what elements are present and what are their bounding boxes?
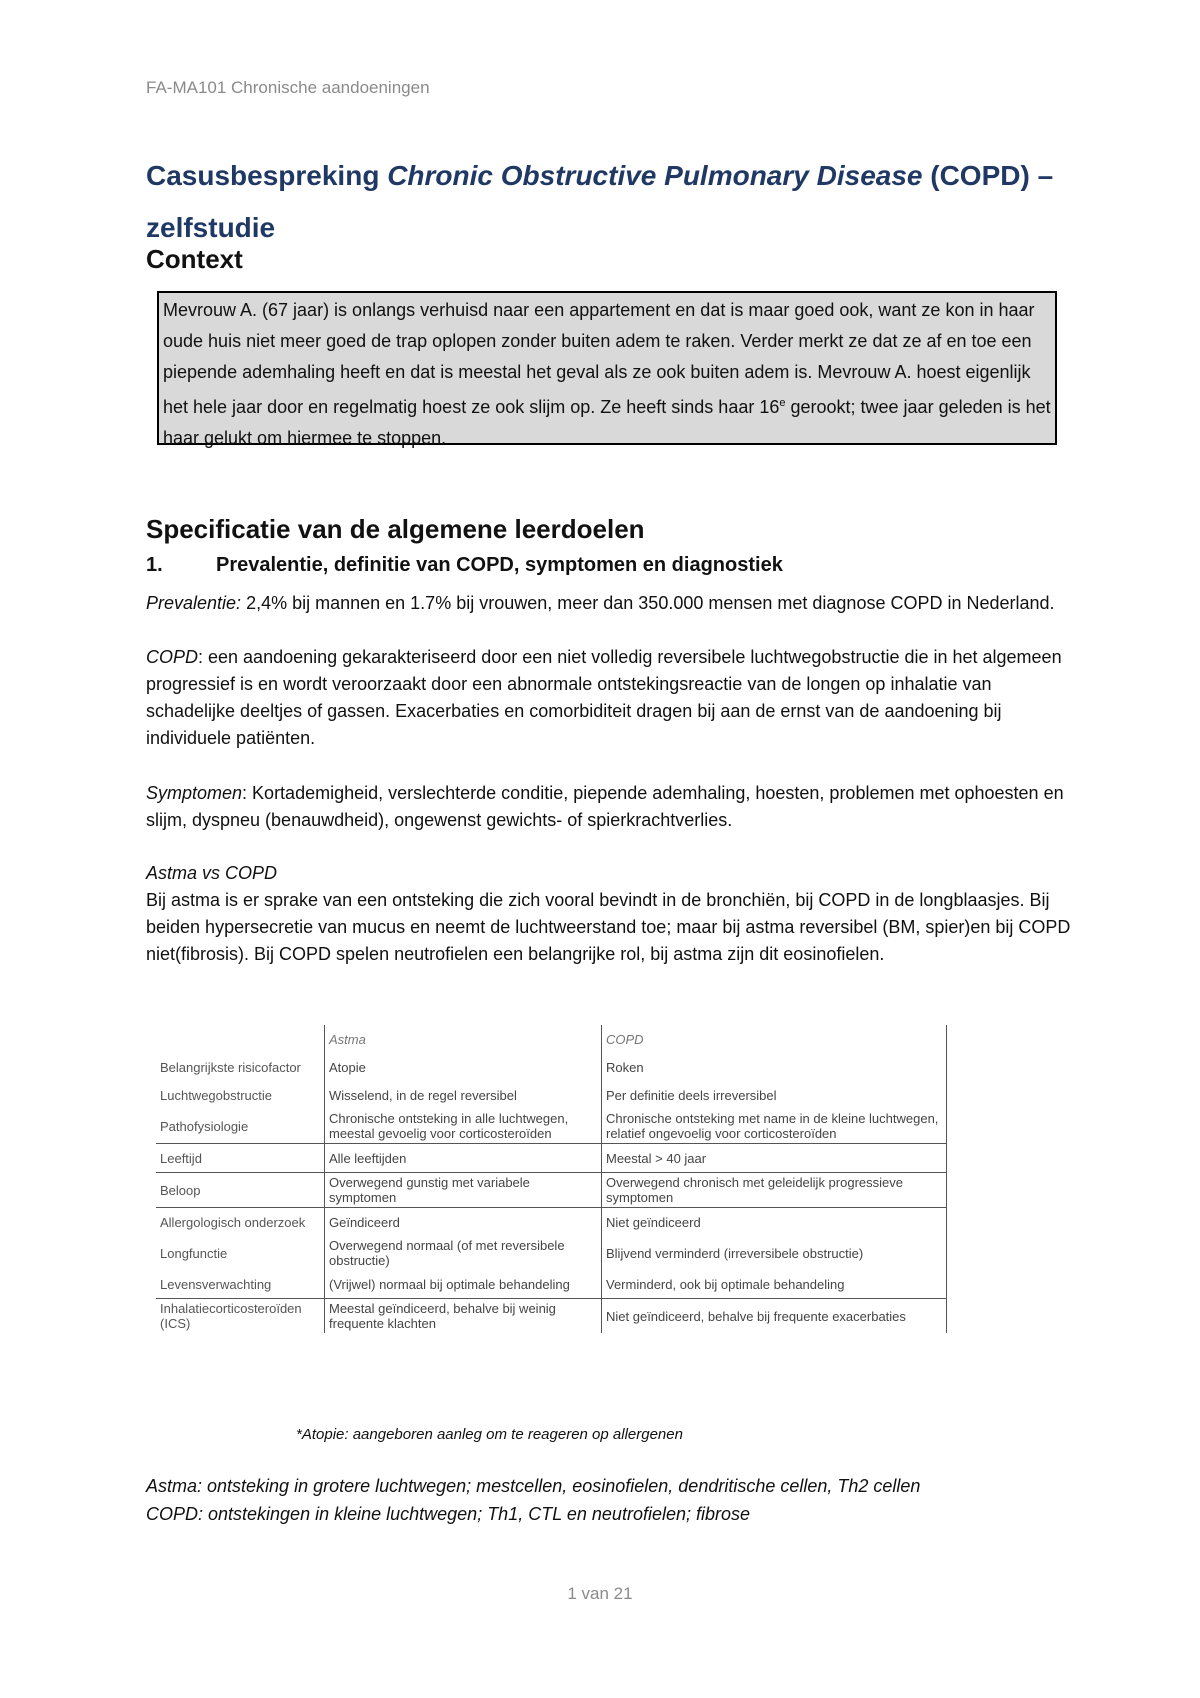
table-row — [156, 1081, 947, 1109]
table-cell: Longfunctie — [160, 1245, 228, 1261]
table-cell: Belangrijkste risicofactor — [160, 1059, 301, 1075]
title-part2: (COPD) – — [922, 160, 1054, 191]
context-box — [157, 291, 1057, 448]
table-row — [156, 1173, 947, 1208]
table-cell: (Vrijwel) normaal bij optimale behandeling — [325, 1270, 602, 1299]
table-row — [156, 1144, 947, 1173]
table-row — [156, 1208, 947, 1237]
context-text: Mevrouw A. (67 jaar) is onlangs verhuisd naar een appartement en dat is maar goed ook, want ze kon in haar oude huis niet meer goed de trap oplopen zonder buiten adem te raken. Verder merkt ze dat ze af en toe een piepende ademhaling heeft en dat is meestal het geval als ze ook buiten adem is. Mevrouw A. hoest eigenlijk het hele jaar door en regelmatig hoest ze ook slijm op. Ze heeft sinds haar 16 — [163, 300, 1035, 417]
table-cell: Niet geïndiceerd — [602, 1208, 948, 1237]
table-cell: Meestal geïndiceerd, behalve bij weinig frequente klachten — [325, 1299, 602, 1334]
title-line2: zelfstudie — [146, 212, 276, 243]
table-cell: Levensverwachting — [160, 1276, 272, 1292]
table-row — [156, 1109, 947, 1144]
astma-vs-copd-paragraph — [146, 860, 1076, 968]
table-cell: Overwegend gunstig met variabele symptomen — [325, 1173, 602, 1208]
table-cell: Beloop — [156, 1173, 325, 1208]
table-cell — [156, 1025, 325, 1053]
table-cell: Inhalatiecorticosteroïden (ICS) — [156, 1299, 325, 1334]
prevalence-text: 2,4% bij mannen en 1.7% bij vrouwen, meer dan 350.000 mensen met diagnose COPD in Nederland. — [241, 593, 1055, 613]
prevalence-paragraph — [146, 590, 1076, 617]
table-cell: Meestal > 40 jaar — [602, 1144, 948, 1173]
table-cell: Blijvend verminderd (irreversibele obstructie) — [602, 1236, 948, 1270]
table-cell: Atopie — [325, 1053, 602, 1081]
table-cell: Per definitie deels irreversibel — [602, 1081, 948, 1109]
title-italic: Chronic Obstructive Pulmonary Disease — [387, 160, 923, 191]
context-sup: e — [779, 397, 786, 409]
copd-definition-paragraph — [146, 644, 1076, 752]
context-heading: Context — [146, 244, 243, 274]
table-cell: Pathofysiologie — [160, 1118, 249, 1134]
table-cell: Niet geïndiceerd, behalve bij frequente exacerbaties — [602, 1299, 948, 1334]
subsection-number: 1. — [146, 554, 163, 576]
prevalence-label: Prevalentie: — [146, 593, 242, 613]
table-cell: Chronische ontsteking met name in de kleine luchtwegen, relatief ongevoelig voor corticosteroïden — [602, 1109, 948, 1144]
subsection-title: Prevalentie, definitie van COPD, symptomen en diagnostiek — [216, 554, 783, 576]
table-cell: Alle leeftijden — [325, 1144, 602, 1173]
summary-copd: COPD: ontstekingen in kleine luchtwegen; Th1, CTL en neutrofielen; fibrose — [146, 1504, 751, 1524]
table-cell: Leeftijd — [156, 1144, 325, 1173]
table-cell: Verminderd, ook bij optimale behandeling — [602, 1270, 948, 1299]
symptoms-text: : Kortademigheid, verslechterde conditie, piepende ademhaling, hoesten, problemen met ophoesten en slijm, dyspneu (benauwdheid), ongewenst gewichts- of spierkrachtverlies. — [146, 783, 1064, 830]
table-cell: Luchtwegobstructie — [160, 1087, 273, 1103]
summary-lines — [146, 1472, 920, 1528]
table-cell: Overwegend normaal (of met reversibele obstructie) — [325, 1236, 602, 1270]
symptoms-label: Symptomen — [146, 783, 243, 803]
table-cell: Roken — [602, 1053, 948, 1081]
section-heading: Specificatie van de algemene leerdoelen — [146, 514, 645, 544]
copd-text: : een aandoening gekarakteriseerd door een niet volledig reversibele luchtwegobstructie die in het algemeen progressief is en wordt veroorzaakt door een abnormale ontstekingsreactie van de longen op inhalatie van schadelijke deeltjes of gassen. Exacerbaties en comorbiditeit dragen bij aan de ernst van de aandoening bij individuele patiënten. — [146, 647, 1062, 748]
table-row — [156, 1270, 947, 1299]
astma-vs-text: Bij astma is er sprake van een ontsteking die zich vooral bevindt in de bronchiën, bij COPD in de longblaasjes. Bij beiden hypersecretie van mucus en neemt de luchtweerstand toe; maar bij astma reversibel (BM, spier)en bij COPD niet(fibrosis). Bij COPD spelen neutrofielen een belangrijke rol, bij astma zijn dit eosinofielen. — [146, 890, 1071, 964]
table-row — [156, 1299, 947, 1334]
table-cell: Geïndiceerd — [325, 1208, 602, 1237]
table-row — [156, 1236, 947, 1270]
table-cell: COPD — [602, 1025, 948, 1053]
footnote: *Atopie: aangeboren aanleg om te reageren op allergenen — [296, 1426, 683, 1443]
table-cell: Chronische ontsteking in alle luchtwegen, meestal gevoelig voor corticosteroïden — [325, 1109, 602, 1144]
comparison-table — [156, 1025, 947, 1333]
summary-astma: Astma: ontsteking in grotere luchtwegen; mestcellen, eosinofielen, dendritische cellen, Th2 cellen — [146, 1476, 921, 1496]
copd-label: COPD — [146, 647, 199, 667]
title-part1: Casusbespreking — [146, 160, 388, 191]
table-cell: Overwegend chronisch met geleidelijk progressieve symptomen — [602, 1173, 948, 1208]
page-number: 1 van 21 — [567, 1584, 633, 1603]
table-row — [156, 1053, 947, 1081]
table-cell: Wisselend, in de regel reversibel — [325, 1081, 602, 1109]
context-text-end: gerookt; twee jaar geleden is het haar gelukt om hiermee te stoppen. — [163, 397, 1051, 448]
astma-vs-title: Astma vs COPD — [146, 863, 278, 883]
running-header: FA-MA101 Chronische aandoeningen — [146, 78, 430, 97]
symptoms-paragraph — [146, 780, 1076, 834]
table-cell: Allergologisch onderzoek — [156, 1208, 325, 1237]
subsection-heading — [146, 554, 783, 577]
document-title — [146, 150, 1076, 254]
table-cell: Astma — [325, 1025, 602, 1053]
table-header-row — [156, 1025, 947, 1053]
